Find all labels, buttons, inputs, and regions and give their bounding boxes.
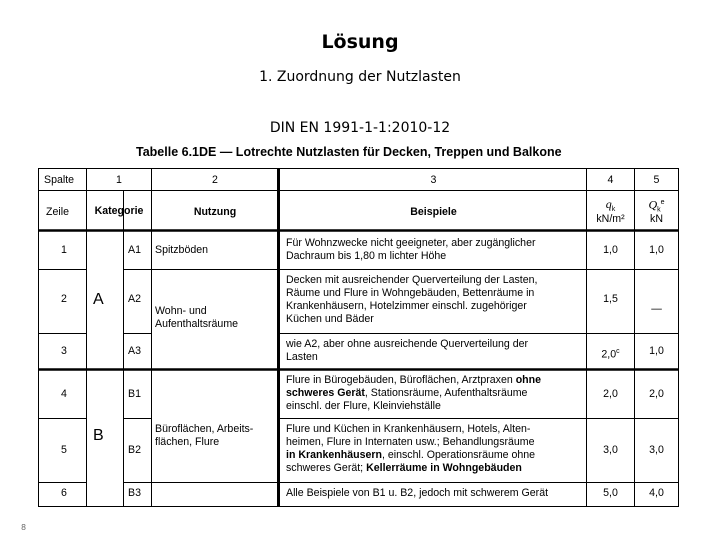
category-group-a: A <box>93 291 104 308</box>
page-title: Lösung <box>321 31 399 53</box>
row-2-zeile: 2 <box>61 293 67 305</box>
page-number: 8 <box>21 523 27 532</box>
row-5-beispiele-line3: in Krankenhäusern, einschl. Operationsräume ohne <box>286 449 536 461</box>
row-6-zeile: 6 <box>61 487 67 499</box>
row-5-beispiele-line1: Flure und Küchen in Krankenhäusern, Hotels, Alten- <box>286 423 531 435</box>
row-4-beispiele-line2: schweres Gerät, Stationsräume, Aufenthaltsräume <box>286 387 528 399</box>
col-number-3: 3 <box>430 174 437 186</box>
qk-subscript: k <box>611 206 616 214</box>
Qk-subscript: k <box>657 206 661 214</box>
nutzung-group-b-line1: Büroflächen, Arbeits- <box>155 423 254 435</box>
row-2-beispiele-line3: Krankenhäusern, Hotelzimmer einschl. zugehöriger <box>286 300 527 312</box>
header-qk-unit: kN/m² <box>596 213 625 225</box>
header-zeile: Zeile <box>46 206 69 218</box>
row-1-nutzung: Spitzböden <box>155 244 209 256</box>
row-6-beispiele-line1: Alle Beispiele von B1 u. B2, jedoch mit schwerem Gerät <box>286 487 549 499</box>
row-6-qk: 5,0 <box>603 487 618 499</box>
row-2-beispiele-line1: Decken mit ausreichender Querverteilung der Lasten, <box>286 274 538 286</box>
row-3-beispiele-line1: wie A2, aber ohne ausreichende Querverteilung der <box>286 338 529 350</box>
qk-symbol: q <box>605 197 612 211</box>
row-2-beispiele-line4: Küchen und Bäder <box>286 313 374 325</box>
norm-reference: DIN EN 1991-1-1:2010-12 <box>269 120 451 136</box>
row-2-qk: 1,5 <box>603 293 618 305</box>
row-3-Qk: 1,0 <box>649 345 664 357</box>
header-beispiele: Beispiele <box>410 206 457 218</box>
row-1-beispiele-line2: Dachraum bis 1,80 m lichter Höhe <box>286 250 447 262</box>
row-2-beispiele-line2: Räume und Flure in Wohngebäuden, Bettenräume in <box>286 287 535 299</box>
row-3-category: A3 <box>128 345 141 357</box>
row-5-qk: 3,0 <box>603 444 618 456</box>
row-1-zeile: 1 <box>61 244 67 256</box>
row-6-category: B3 <box>128 487 141 499</box>
row-4-Qk: 2,0 <box>649 388 664 400</box>
row-5-beispiele-line2: heimen, Flure in Internaten usw.; Behandlungsräume <box>286 436 535 448</box>
table-caption: Tabelle 6.1DE — Lotrechte Nutzlasten für Decken, Treppen und Balkone <box>136 145 562 159</box>
header-kategorie: Kategorie <box>94 205 144 217</box>
nutzung-group-a-line2: Aufenthaltsräume <box>155 318 239 330</box>
row-2-Qk: — <box>651 303 662 315</box>
category-group-b: B <box>93 427 104 444</box>
row-3-qk-value: 2,0 <box>601 348 617 361</box>
row-2-category: A2 <box>128 293 141 305</box>
row-4-zeile: 4 <box>61 388 67 400</box>
row-3-qk-footnote: c <box>616 348 620 355</box>
col-label-spalte: Spalte <box>44 174 75 186</box>
row-1-category: A1 <box>128 244 141 256</box>
col-number-4: 4 <box>607 174 614 186</box>
row-6-Qk: 4,0 <box>649 487 664 499</box>
header-Qk-unit: kN <box>650 213 663 225</box>
row-3-zeile: 3 <box>61 345 67 357</box>
row-4-qk: 2,0 <box>603 388 618 400</box>
row-5-zeile: 5 <box>61 444 67 456</box>
row-4-beispiele-line1: Flure in Bürogebäuden, Büroflächen, Arztpraxen ohne <box>286 374 541 386</box>
header-nutzung: Nutzung <box>193 206 237 218</box>
row-3-qk <box>587 345 634 362</box>
row-5-Qk: 3,0 <box>649 444 664 456</box>
col-number-2: 2 <box>212 174 218 186</box>
Qk-superscript: e <box>660 199 665 206</box>
row-4-category: B1 <box>128 388 141 400</box>
row-1-beispiele-line1: Für Wohnzwecke nicht geeigneter, aber zugänglicher <box>286 237 536 249</box>
Qk-symbol: Q <box>648 197 658 212</box>
nutzung-group-b-line2: flächen, Flure <box>155 436 220 448</box>
row-3-beispiele-line2: Lasten <box>286 351 318 363</box>
nutzung-group-a-line1: Wohn- und <box>155 305 207 317</box>
col-number-5: 5 <box>653 174 660 186</box>
row-4-beispiele-line3: einschl. der Flure, Kleinviehställe <box>286 400 441 412</box>
section-heading: 1. Zuordnung der Nutzlasten <box>259 69 461 85</box>
row-1-Qk: 1,0 <box>649 244 664 256</box>
col-number-1: 1 <box>116 174 122 186</box>
row-5-beispiele-line4: schweres Gerät; Kellerräume in Wohngebäuden <box>286 462 522 474</box>
row-5-category: B2 <box>128 444 141 456</box>
row-1-qk: 1,0 <box>603 244 618 256</box>
